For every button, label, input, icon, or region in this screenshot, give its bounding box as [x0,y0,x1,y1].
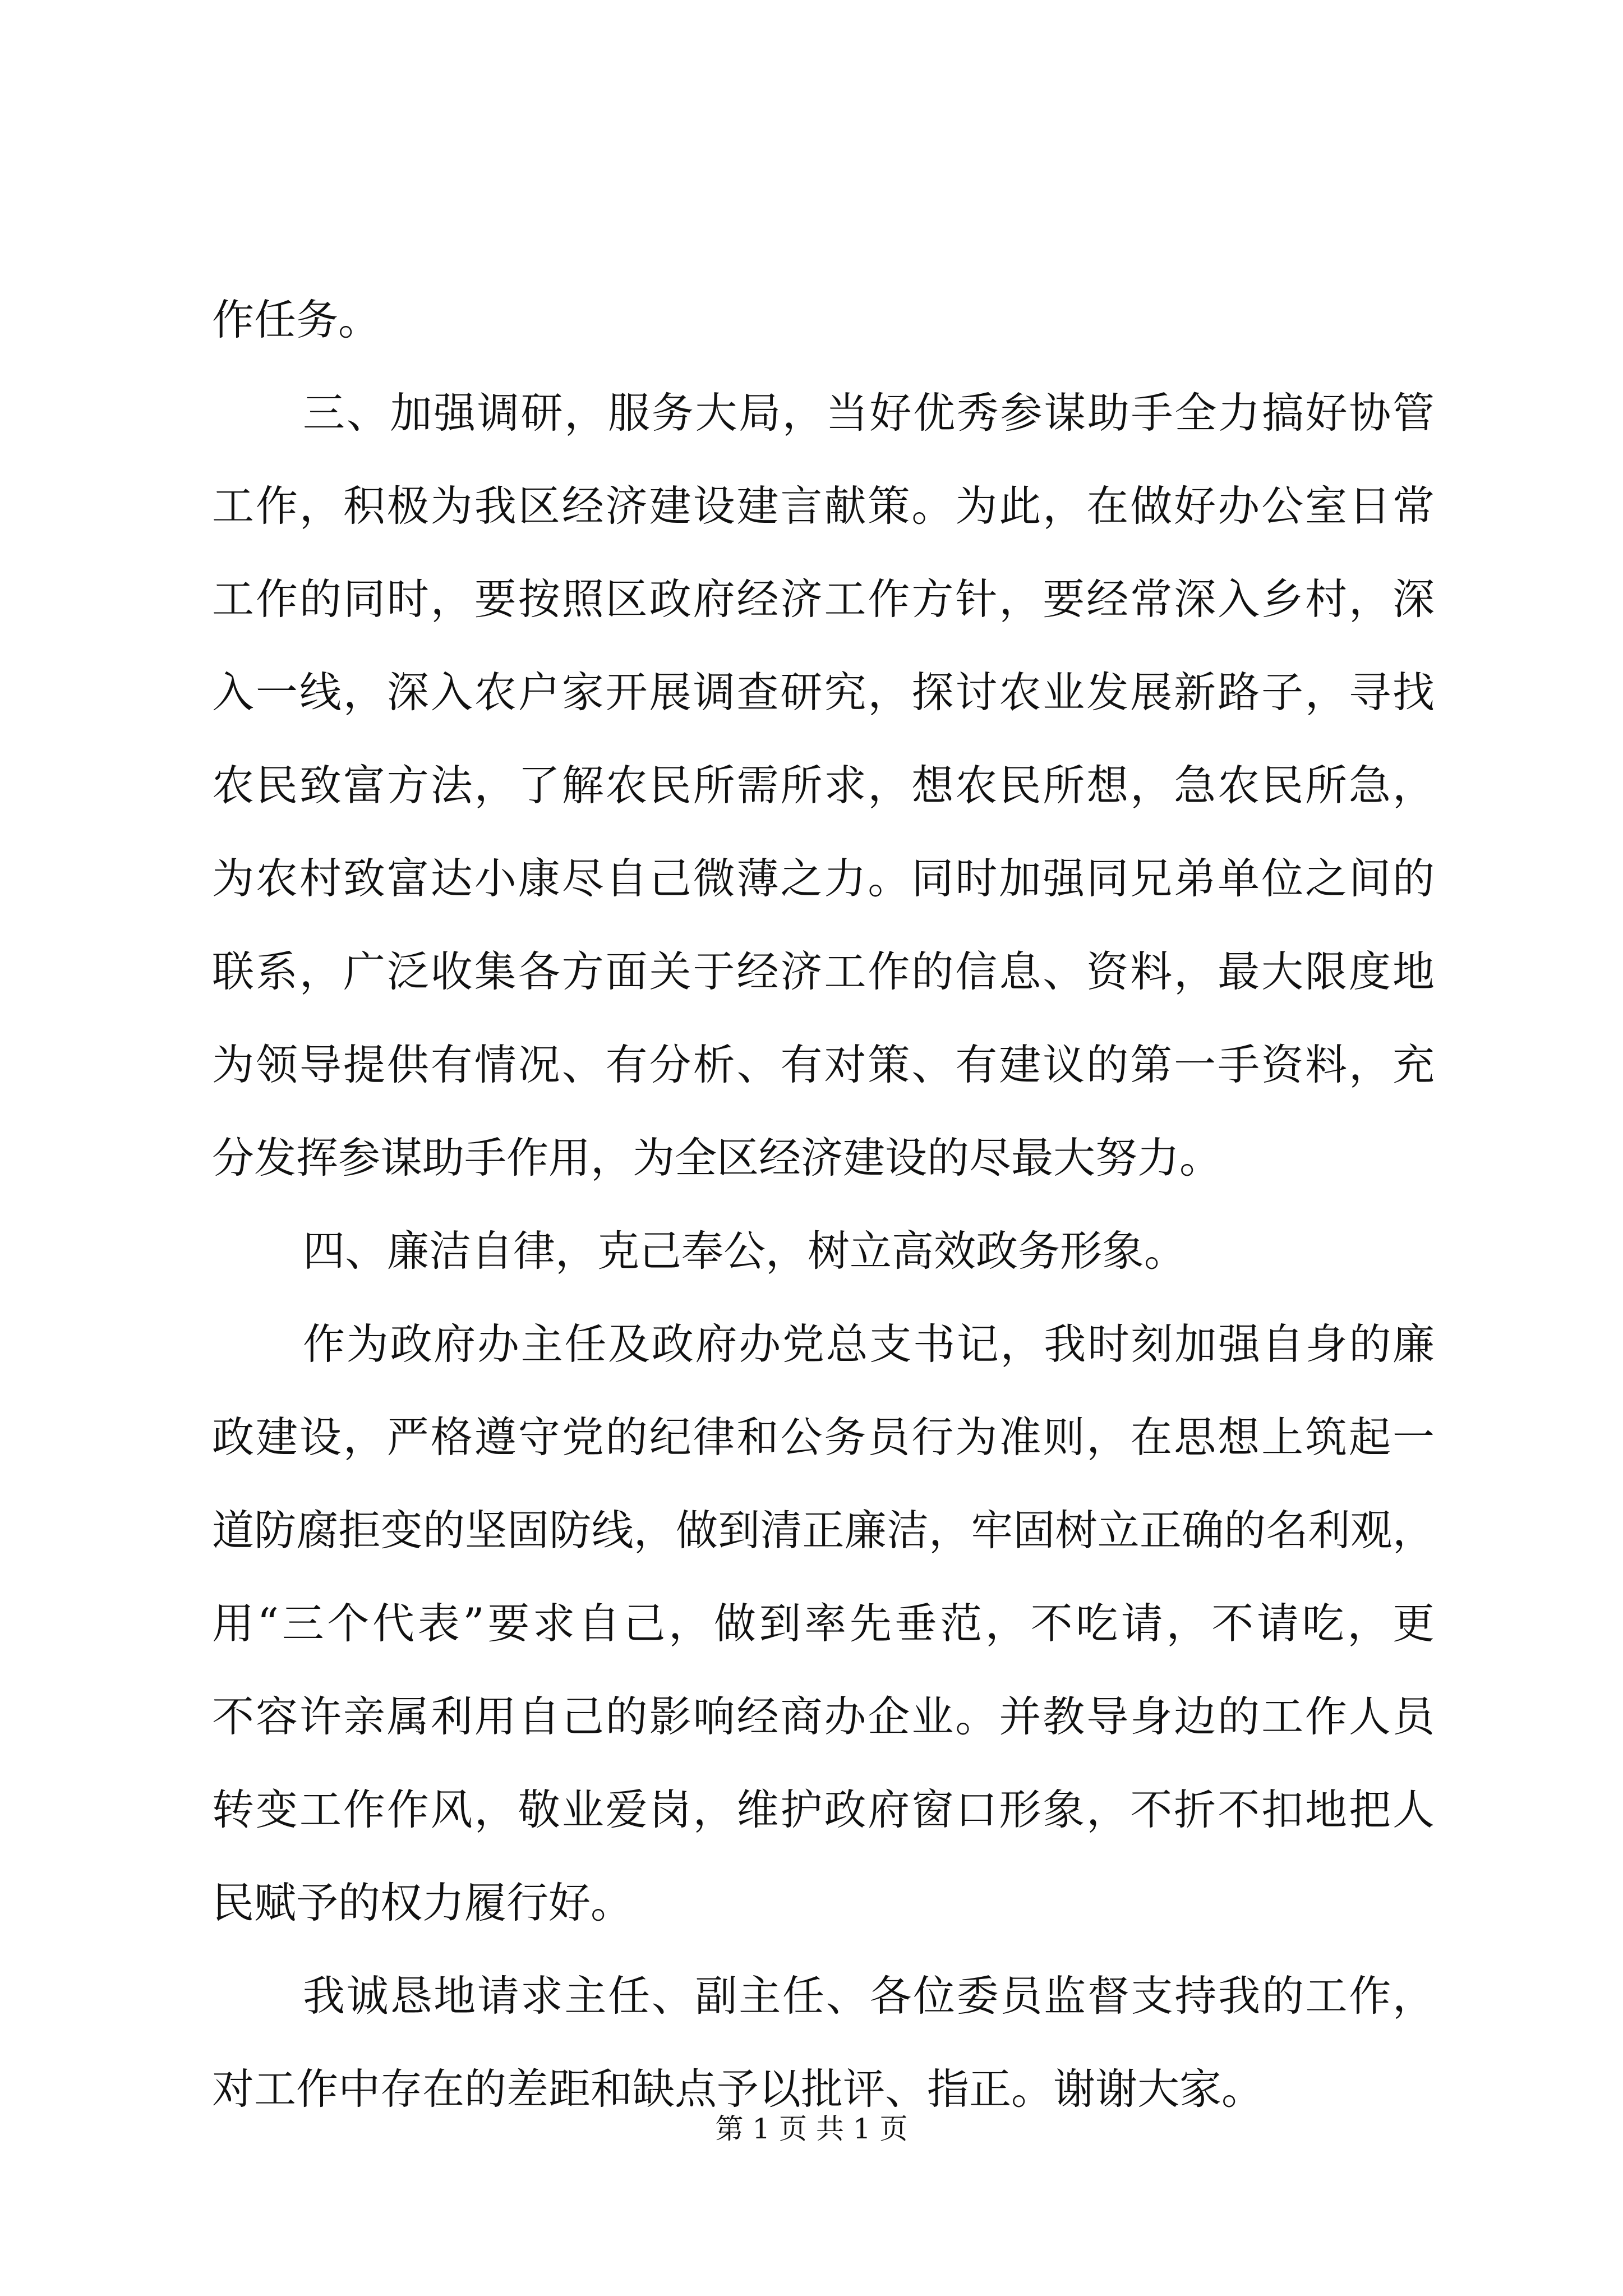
text-line: 民赋予的权力履行好。 [212,1878,633,1927]
text-line: 工作的同时，要按照区政府经济工作方针，要经常深入乡村，深 [212,574,1435,624]
text-line: 我诚恳地请求主任、副主任、各位委员监督支持我的工作， [303,1971,1435,2021]
section-heading-4: 四、廉洁自律，克己奉公，树立高效政务形象。 [303,1226,1187,1276]
text-line: 为领导提供有情况、有分析、有对策、有建议的第一手资料，充 [212,1040,1435,1089]
section-heading-3: 三、加强调研，服务大局，当好优秀参谋助手全力搞好协管 [303,388,1435,438]
text-line: 分发挥参谋助手作用，为全区经济建设的尽最大努力。 [212,1133,1222,1182]
text-line: 转变工作作风，敬业爱岗，维护政府窗口形象，不折不扣地把人 [212,1785,1435,1834]
text-line: 对工作中存在的差距和缺点予以批评、指正。谢谢大家。 [212,2064,1264,2114]
text-line: 农民致富方法，了解农民所需所求，想农民所想，急农民所急， [212,761,1435,810]
text-line: 联系，广泛收集各方面关于经济工作的信息、资料，最大限度地 [212,947,1435,996]
text-line: 作为政府办主任及政府办党总支书记，我时刻加强自身的廉 [303,1319,1435,1369]
text-line: 入一线，深入农户家开展调查研究，探讨农业发展新路子，寻找 [212,668,1435,717]
text-line: 政建设，严格遵守党的纪律和公务员行为准则，在思想上筑起一 [212,1412,1435,1462]
text-line: 不容许亲属利用自己的影响经商办企业。并教导身边的工作人员 [212,1692,1435,1741]
page-footer: 第 1 页 共 1 页 [715,2113,908,2145]
text-line: 工作，积极为我区经济建设建言献策。为此，在做好办公室日常 [212,481,1435,531]
text-line: 用“三个代表”要求自己，做到率先垂范，不吃请，不请吃，更 [212,1599,1435,1648]
text-line: 为农村致富达小康尽自己微薄之力。同时加强同兄弟单位之间的 [212,854,1435,903]
text-line: 作任务。 [212,295,381,344]
text-line: 道防腐拒变的坚固防线，做到清正廉洁，牢固树立正确的名利观， [212,1506,1435,1555]
